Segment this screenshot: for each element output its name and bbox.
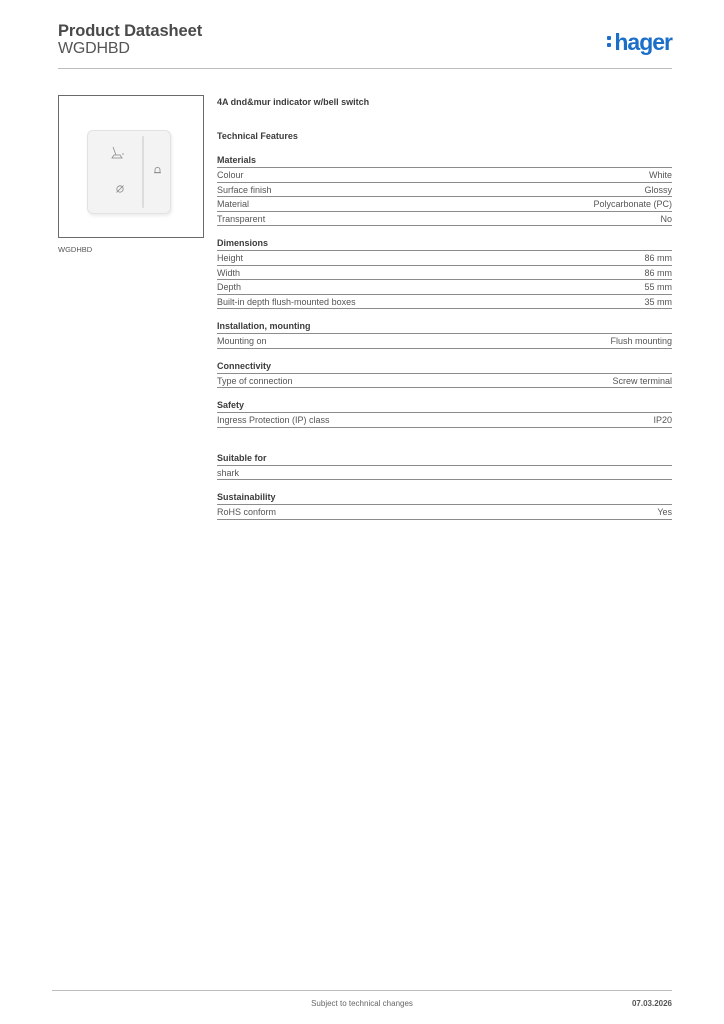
- page-header: [58, 20, 672, 68]
- spec-value: Yes: [657, 507, 672, 517]
- mur-icon: [115, 184, 125, 194]
- footer-date: 07.03.2026: [631, 999, 672, 1008]
- section-dimensions: [217, 237, 672, 309]
- section-title: Installation, mounting: [217, 320, 672, 334]
- spec-row: [217, 413, 672, 428]
- spec-value: 55 mm: [644, 282, 672, 292]
- spec-label: Material: [217, 199, 250, 209]
- logo-colon-mark: [607, 34, 612, 49]
- spec-value: No: [660, 213, 672, 224]
- spec-value: Flush mounting: [610, 336, 672, 346]
- spec-label: Width: [217, 267, 241, 278]
- spec-row: [217, 505, 672, 520]
- spec-value: 35 mm: [644, 296, 672, 307]
- spec-label: Ingress Protection (IP) class: [217, 415, 330, 425]
- spec-content: [217, 95, 672, 520]
- spec-value: Glossy: [644, 184, 672, 195]
- spec-row: [217, 295, 672, 310]
- spec-value: Screw terminal: [612, 375, 672, 386]
- logo-text: hager: [614, 29, 672, 55]
- spec-value: Polycarbonate (PC): [593, 199, 672, 209]
- section-title: Connectivity: [217, 360, 672, 374]
- spec-row: [217, 266, 672, 281]
- spec-label: Transparent: [217, 213, 266, 224]
- rocker-divider: [142, 136, 144, 208]
- footer-divider: [52, 990, 672, 991]
- footer-note: Subject to technical changes: [311, 999, 413, 1008]
- page-title: Product Datasheet: [58, 22, 203, 40]
- spec-row: [217, 334, 672, 349]
- spec-label: Built-in depth flush-mounted boxes: [217, 296, 356, 307]
- spec-row: [217, 374, 672, 389]
- switch-plate-illustration: [87, 130, 171, 214]
- spec-label: Surface finish: [217, 184, 272, 195]
- section-suitable-for: [217, 452, 672, 481]
- spec-row: [217, 183, 672, 198]
- spec-label: shark: [217, 467, 240, 478]
- section-sustainability: [217, 491, 672, 520]
- section-title: Dimensions: [217, 237, 672, 251]
- spec-label: Colour: [217, 170, 244, 180]
- section-title: Materials: [217, 154, 672, 168]
- header-divider: [58, 68, 672, 69]
- product-name: 4A dnd&mur indicator w/bell switch: [217, 97, 370, 107]
- spec-row: [217, 212, 672, 227]
- spec-label: RoHS conform: [217, 507, 277, 517]
- section-installation: [217, 320, 672, 349]
- spec-row: [217, 466, 672, 481]
- product-image: [58, 95, 204, 238]
- spec-label: Mounting on: [217, 336, 267, 346]
- spec-value: White: [648, 170, 672, 180]
- spec-label: Depth: [217, 282, 242, 292]
- spec-value: IP20: [653, 415, 672, 425]
- spec-label: Type of connection: [217, 375, 293, 386]
- bell-icon: [153, 166, 162, 175]
- spec-row: [217, 168, 672, 183]
- section-materials: [217, 154, 672, 226]
- section-connectivity: [217, 360, 672, 389]
- section-safety: [217, 399, 672, 428]
- dnd-broom-icon: [111, 146, 125, 160]
- spec-row: [217, 280, 672, 295]
- hager-logo: [607, 29, 672, 56]
- section-title: Safety: [217, 399, 672, 413]
- spec-value: 86 mm: [644, 267, 672, 278]
- spec-label: Height: [217, 253, 244, 263]
- spec-value: 86 mm: [644, 253, 672, 263]
- spec-row: [217, 197, 672, 212]
- product-code: WGDHBD: [58, 40, 130, 57]
- spec-row: [217, 251, 672, 266]
- technical-features-heading: Technical Features: [217, 131, 298, 141]
- image-caption: WGDHBD: [58, 245, 93, 254]
- section-title: Sustainability: [217, 491, 672, 505]
- section-title: Suitable for: [217, 452, 672, 466]
